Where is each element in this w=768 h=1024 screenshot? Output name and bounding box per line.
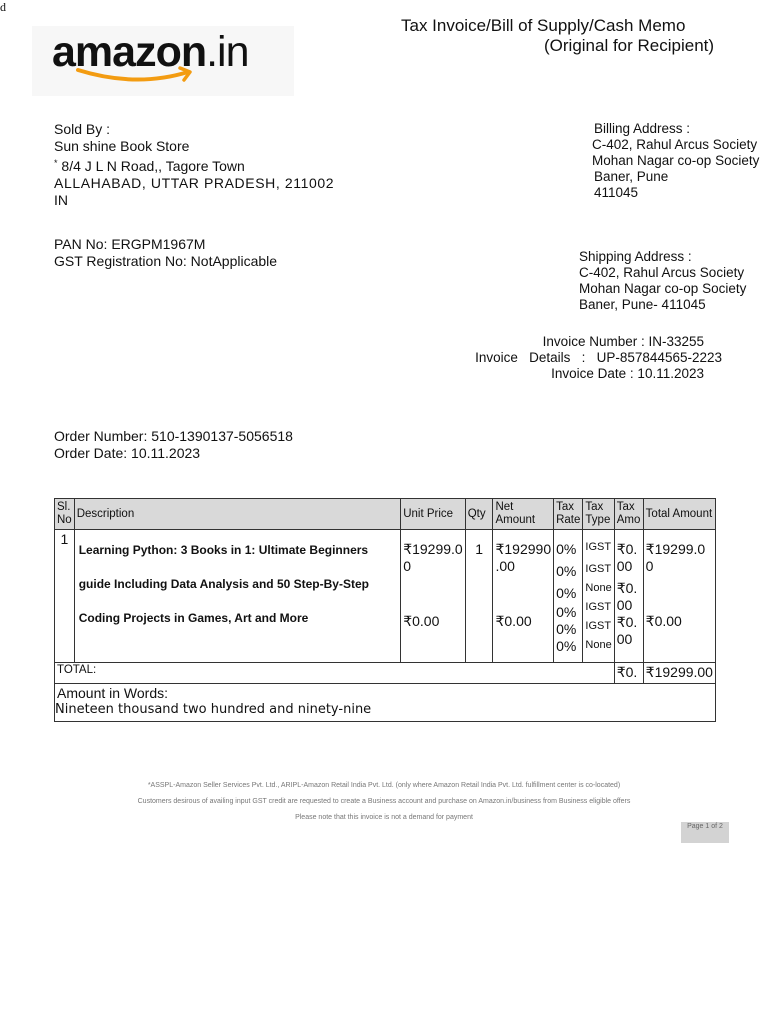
row-unit-price xyxy=(401,530,466,663)
total-amount: ₹19299.00 xyxy=(643,663,715,684)
document-title: Tax Invoice/Bill of Supply/Cash Memo xyxy=(401,16,686,35)
col-header-total-amount: Total Amount xyxy=(643,499,715,530)
billing-line: Mohan Nagar co-op Society xyxy=(592,153,760,168)
col-header-description: Description xyxy=(74,499,401,530)
table-row xyxy=(55,530,716,663)
order-info xyxy=(54,428,293,462)
col-header-tax-rate: Tax Rate xyxy=(554,499,583,530)
billing-line: Baner, Pune xyxy=(594,169,669,184)
total-amount-value: ₹19299.0 0 xyxy=(645,541,706,574)
seller-heading: Sold By : xyxy=(54,121,111,137)
amount-in-words-label: Amount in Words: xyxy=(57,685,169,701)
amount-in-words-value: Nineteen thousand two hundred and ninety-nine xyxy=(55,702,372,717)
description-line: Learning Python: 3 Books in 1: Ultimate Beginners xyxy=(78,543,369,557)
seller-address-line1: * 8/4 J L N Road,, Tagore Town xyxy=(54,158,245,174)
row-tax-amount: ₹0. 00 ₹0. 00 ₹0. 00 xyxy=(614,530,643,663)
total-tax: ₹0. xyxy=(614,663,643,684)
order-date: Order Date: 10.11.2023 xyxy=(54,445,201,461)
row-description xyxy=(74,530,401,663)
pan-number: PAN No: ERGPM1967M xyxy=(54,236,206,252)
col-header-sl: Sl. No xyxy=(55,499,75,530)
invoice-details: Invoice Details : UP-857844565-2223 xyxy=(475,350,722,365)
row-qty: 1 xyxy=(465,530,493,663)
footnote-star: * xyxy=(54,158,58,168)
shipping-heading: Shipping Address : xyxy=(579,249,692,264)
total-label: TOTAL: xyxy=(55,663,615,684)
col-header-tax-amount: Tax Amo xyxy=(614,499,643,530)
row-tax-type: IGST IGST None IGST IGST None xyxy=(583,530,614,663)
shipping-line: Baner, Pune- 411045 xyxy=(579,297,706,312)
shipping-line: C-402, Rahul Arcus Society xyxy=(579,265,745,280)
seller-country: IN xyxy=(54,192,68,208)
col-header-tax-type: Tax Type xyxy=(583,499,614,530)
footer-note-2: Customers desirous of availing input GST credit are requested to create a Business account and purchase on Amazon.in/business from Business eligible offers xyxy=(137,798,631,805)
billing-line: 411045 xyxy=(594,185,639,200)
total-amount-value-2: ₹0.00 xyxy=(645,613,682,629)
col-header-unit-price: Unit Price xyxy=(401,499,466,530)
smile-arrow-icon xyxy=(76,66,196,86)
row-total-amount xyxy=(643,530,715,663)
billing-line: C-402, Rahul Arcus Society xyxy=(592,137,758,152)
billing-heading: Billing Address : xyxy=(594,121,691,136)
col-header-qty: Qty xyxy=(465,499,493,530)
table-header-row xyxy=(55,499,716,530)
seller-address-line2: ALLAHABAD, UTTAR PRADESH, 211002 xyxy=(54,175,335,191)
page-indicator: Page 1 of 2 xyxy=(681,822,729,843)
order-number: Order Number: 510-1390137-5056518 xyxy=(54,428,293,444)
gst-number: GST Registration No: NotApplicable xyxy=(54,253,278,269)
tax-ids xyxy=(54,236,277,270)
row-net-amount xyxy=(493,530,554,663)
shipping-line: Mohan Nagar co-op Society xyxy=(579,281,747,296)
shipping-address xyxy=(579,249,746,313)
description-line: Coding Projects in Games, Art and More xyxy=(78,611,309,625)
net-amount-value-2: ₹0.00 xyxy=(495,613,532,629)
seller-block xyxy=(54,121,334,209)
description-line: guide Including Data Analysis and 50 Step-By-Step xyxy=(78,577,369,591)
logo-tld: .in xyxy=(206,28,249,76)
footer-note-3: Please note that this invoice is not a demand for payment xyxy=(295,814,473,821)
net-amount-value: ₹192990 .00 xyxy=(495,541,552,574)
total-row xyxy=(55,663,716,684)
amount-in-words xyxy=(54,684,716,722)
logo-name: amazon xyxy=(52,28,207,76)
invoice-number: Invoice Number : IN-33255 xyxy=(542,334,704,349)
seller-name: Sun shine Book Store xyxy=(54,138,190,154)
items-table xyxy=(54,498,716,684)
footer-note-1: *ASSPL-Amazon Seller Services Pvt. Ltd., ARIPL-Amazon Retail India Pvt. Ltd. (only where Amazon Retail India Pvt. Ltd. fulfillment center is co-located) xyxy=(147,782,621,789)
row-sl: 1 xyxy=(55,530,75,663)
unit-price-value: ₹19299.0 0 xyxy=(403,541,463,574)
invoice-date: Invoice Date : 10.11.2023 xyxy=(551,366,704,381)
unit-price-value-2: ₹0.00 xyxy=(403,613,440,629)
document-subtitle: (Original for Recipient) xyxy=(544,36,715,55)
invoice-info xyxy=(460,334,722,382)
row-tax-rate: 0% 0% 0% 0% 0% 0% xyxy=(554,530,583,663)
amazon-logo xyxy=(32,26,294,96)
billing-address xyxy=(592,121,759,201)
corner-mark: d xyxy=(0,0,6,14)
col-header-net-amount: Net Amount xyxy=(493,499,554,530)
